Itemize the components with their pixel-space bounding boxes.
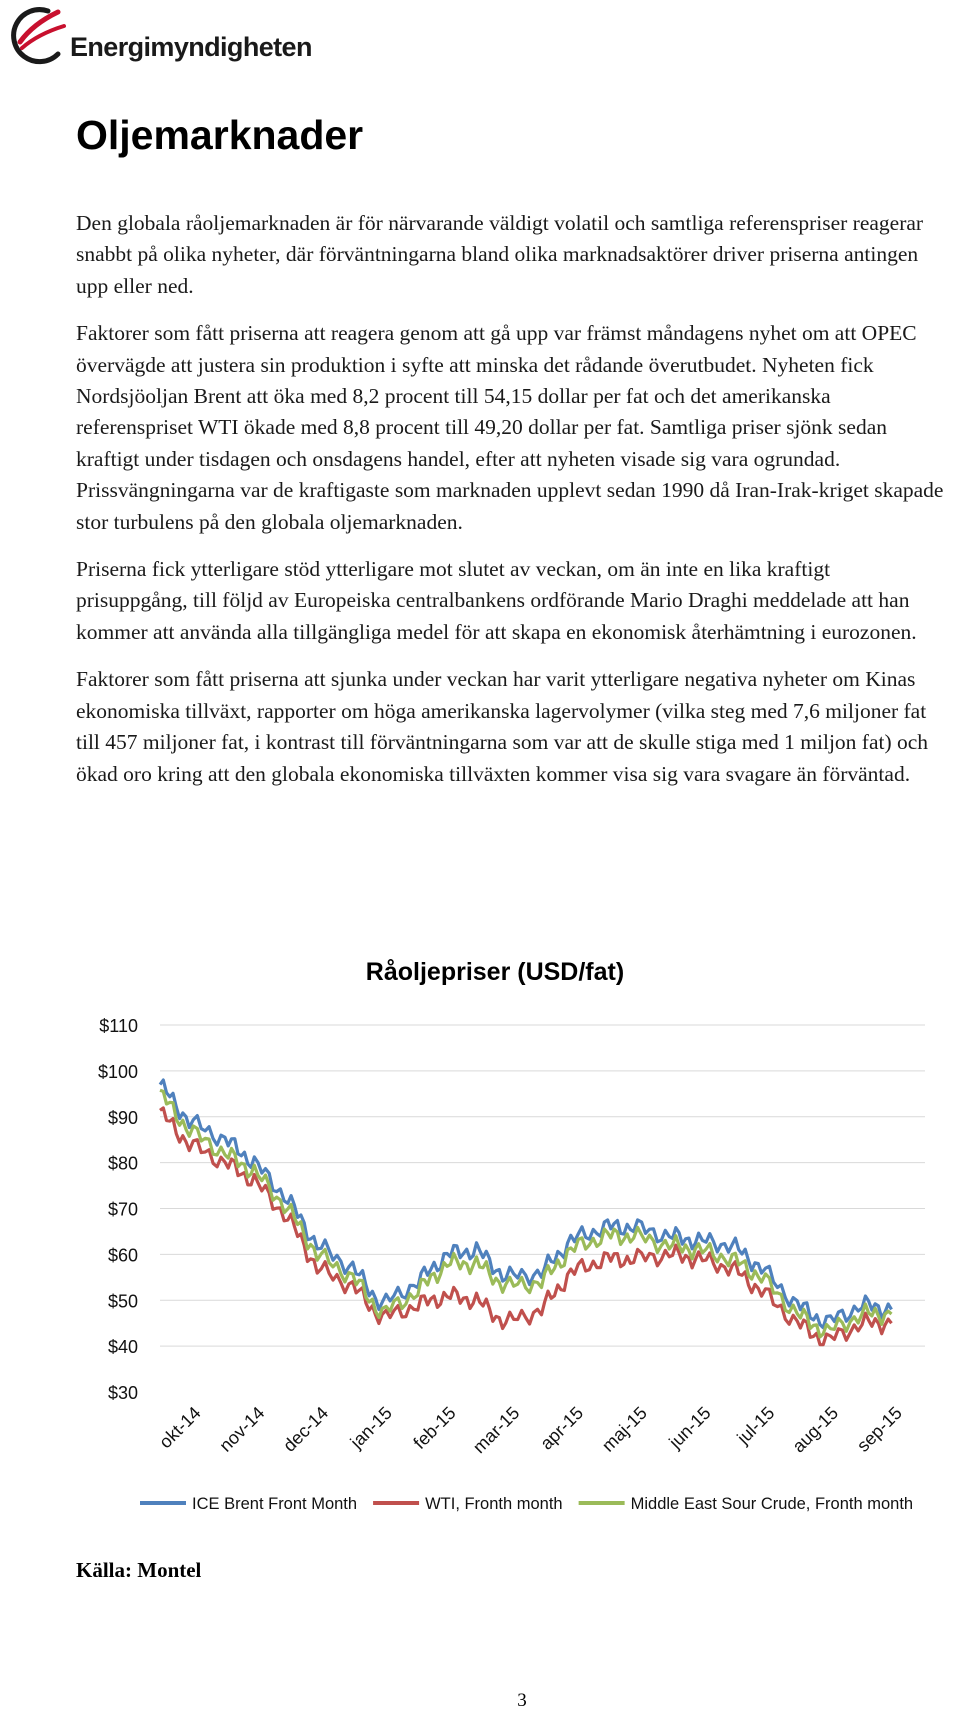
- source-caption: Källa: Montel: [76, 1558, 202, 1582]
- x-tick-label: nov-14: [215, 1402, 269, 1456]
- chart-title: Råoljepriser (USD/fat): [365, 958, 625, 986]
- logo-mark-icon: [8, 6, 70, 68]
- x-tick-label: sep-15: [852, 1402, 906, 1456]
- paragraph: Den globala råoljemarknaden är för närvarande väldigt volatil och samtliga referenspriser reagerar snabbt på olika nyheter, där förväntningarna bland olika marknadsaktörer driver priserna antingen upp eller ned.: [76, 211, 924, 298]
- x-tick-label: aug-15: [788, 1402, 843, 1457]
- x-tick-label: jan-15: [346, 1402, 396, 1453]
- legend-label: ICE Brent Front Month: [192, 1495, 358, 1513]
- paragraph: Priserna fick ytterligare stöd ytterligare mot slutet av veckan, om än inte en lika kraftigt prisuppgång, till följd av Europeiska centralbankens ordförande Mario Draghi meddelade att han kommer att använda alla tillgängliga medel för att skapa en ekonomisk återhämtning i eurozonen.: [76, 557, 917, 644]
- y-tick-label: $30: [107, 1383, 138, 1403]
- y-tick-label: $60: [107, 1245, 138, 1266]
- page-title: Oljemarknader: [76, 112, 364, 158]
- x-tick-label: jun-15: [665, 1402, 715, 1453]
- paragraph: Faktorer som fått priserna att reagera genom att gå upp var främst måndagens nyhet om att OPEC övervägde att justera sin produktion i syfte att minska det rådande överutbudet. Nyheten fick Nordsjöoljan Brent att öka med 8,2 procent till 54,15 dollar per fat och det amerikanska referenspriset WTI ökade med 8,8 procent till 49,20 dollar per fat. Samtliga priser sjönk sedan kraftigt under tisdagen och onsdagens handel, efter att nyheten visade sig vara ogrundad. Prissvängningarna var de kraftigaste som marknaden upplevt sedan 1990 då Iran-Irak-kriget skapade stor turbulens på den globala oljemarknaden.: [76, 321, 944, 534]
- page-number: 3: [517, 1690, 527, 1711]
- series-line: [160, 1108, 892, 1345]
- y-tick-label: $110: [99, 1016, 138, 1036]
- y-tick-label: $70: [107, 1199, 138, 1220]
- y-tick-label: $100: [97, 1061, 138, 1082]
- x-tick-label: okt-14: [155, 1402, 205, 1453]
- y-tick-label: $40: [107, 1337, 138, 1358]
- x-tick-label: maj-15: [597, 1402, 651, 1456]
- x-tick-label: mar-15: [468, 1402, 524, 1458]
- x-tick-label: feb-15: [409, 1402, 460, 1453]
- y-tick-label: $90: [107, 1107, 138, 1128]
- y-tick-label: $80: [107, 1153, 138, 1174]
- paragraph: Faktorer som fått priserna att sjunka under veckan har varit ytterligare negativa nyheter om Kinas ekonomiska tillväxt, rapporter om höga amerikanska lagervolymer (vilka steg med 7,6 miljoner fat till 457 miljoner fat, i kontrast till förväntningarna som var att de skulle stiga med 1 miljon fat) och ökad oro kring att den globala ekonomiska tillväxten kommer visa sig vara svagare än förväntad.: [76, 667, 929, 786]
- article-body: [76, 208, 946, 806]
- energimyndigheten-logo: [8, 6, 312, 68]
- legend-label: WTI, Fronth month: [425, 1495, 563, 1513]
- y-tick-label: $50: [107, 1291, 138, 1312]
- x-tick-label: jul-15: [733, 1402, 779, 1448]
- legend-label: Middle East Sour Crude, Fronth month: [630, 1495, 914, 1513]
- oil-price-chart: [0, 995, 960, 1565]
- logo-text: Energimyndigheten: [70, 32, 312, 62]
- x-tick-label: dec-14: [279, 1402, 333, 1456]
- x-tick-label: apr-15: [536, 1402, 588, 1454]
